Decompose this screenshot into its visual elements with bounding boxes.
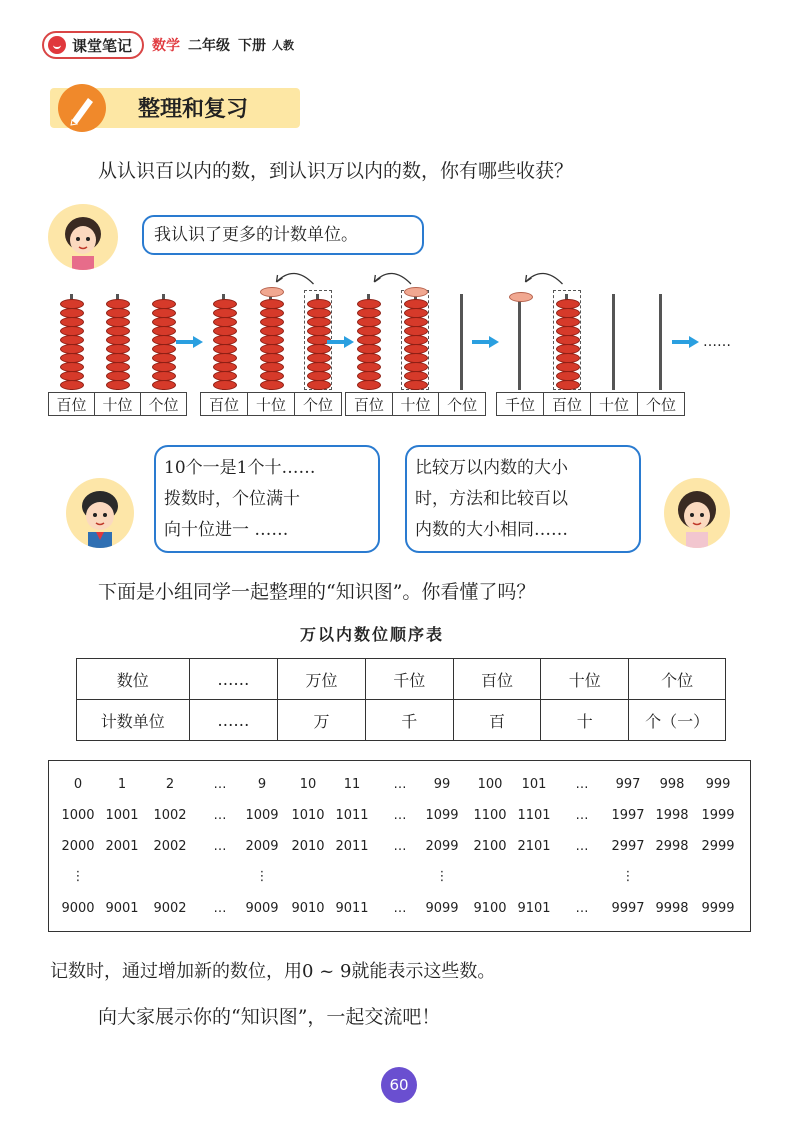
abacus-bead bbox=[213, 371, 237, 381]
grid-number: 997 bbox=[615, 777, 641, 792]
abacus-bead bbox=[404, 308, 428, 318]
place-label: 个位 bbox=[140, 392, 187, 416]
grid-number: 1998 bbox=[655, 808, 689, 823]
grid-number: 9009 bbox=[245, 901, 279, 916]
abacus-bead bbox=[357, 371, 381, 381]
abacus-bead bbox=[60, 317, 84, 327]
abacus-bead bbox=[152, 344, 176, 354]
grid-number: 99 bbox=[433, 777, 451, 792]
abacus-bead bbox=[357, 353, 381, 363]
grid-number: 2002 bbox=[153, 839, 187, 854]
page-header bbox=[42, 30, 294, 60]
grid-number: … bbox=[393, 839, 407, 854]
boy-bubble-line-2: 拨数时，个位满十 bbox=[164, 489, 300, 509]
grid-number: 9998 bbox=[655, 901, 689, 916]
closing-text: 向大家展示你的“知识图”，一起交流吧！ bbox=[98, 1006, 441, 1028]
grid-number: 1 bbox=[117, 777, 127, 792]
table-cell: 个位 bbox=[629, 659, 726, 700]
place-label: 百位 bbox=[48, 392, 95, 416]
abacus-bead bbox=[106, 380, 130, 390]
grid-number: 1009 bbox=[245, 808, 279, 823]
abacus-bead bbox=[404, 380, 428, 390]
abacus-bead bbox=[556, 326, 580, 336]
abacus-bead bbox=[307, 353, 331, 363]
next-arrow-icon bbox=[327, 335, 355, 349]
abacus-bead bbox=[213, 335, 237, 345]
boy-avatar bbox=[66, 478, 134, 548]
abacus-bead bbox=[357, 299, 381, 309]
abacus-bead bbox=[106, 317, 130, 327]
abacus-bead bbox=[260, 371, 284, 381]
grid-number: 2100 bbox=[473, 839, 507, 854]
grid-number: … bbox=[575, 901, 589, 916]
grid-number: 1099 bbox=[425, 808, 459, 823]
abacus-bead bbox=[260, 326, 284, 336]
abacus-bead bbox=[404, 344, 428, 354]
grid-number: 9101 bbox=[517, 901, 551, 916]
next-arrow-icon bbox=[672, 335, 700, 349]
table-cell: 数位 bbox=[77, 659, 190, 700]
grid-number: 9002 bbox=[153, 901, 187, 916]
abacus-bead bbox=[60, 353, 84, 363]
abacus-bead bbox=[357, 335, 381, 345]
table-cell: 万 bbox=[278, 700, 366, 741]
abacus-bead bbox=[260, 335, 284, 345]
abacus-bead bbox=[260, 344, 284, 354]
smile-logo-icon bbox=[48, 36, 66, 54]
girl2-bubble-line-3: 内数的大小相同…… bbox=[415, 520, 568, 540]
subject: 数学 bbox=[152, 38, 181, 54]
grid-number: 9997 bbox=[611, 901, 645, 916]
abacus-bead bbox=[213, 308, 237, 318]
grid-number: 11 bbox=[343, 777, 361, 792]
grid-number: 9099 bbox=[425, 901, 459, 916]
abacus-bead bbox=[106, 362, 130, 372]
abacus-bead bbox=[152, 317, 176, 327]
abacus-bead bbox=[307, 299, 331, 309]
grid-number: 1997 bbox=[611, 808, 645, 823]
grid-number: 9000 bbox=[61, 901, 95, 916]
grid-number: ⋮ bbox=[621, 869, 635, 884]
abacus-bead bbox=[106, 353, 130, 363]
grid-number: 1999 bbox=[701, 808, 735, 823]
volume: 下册 bbox=[238, 38, 267, 54]
next-arrow-icon bbox=[176, 335, 204, 349]
abacus-bead bbox=[556, 344, 580, 354]
grid-number: 2000 bbox=[61, 839, 95, 854]
place-label: 个位 bbox=[637, 392, 685, 416]
table-row bbox=[77, 659, 726, 700]
grid-number: 1001 bbox=[105, 808, 139, 823]
section-title: 整理和复习 bbox=[138, 97, 249, 122]
abacus-bead bbox=[307, 362, 331, 372]
table-cell: 十 bbox=[541, 700, 629, 741]
table-cell: 个（一） bbox=[629, 700, 726, 741]
page-number: 60 bbox=[381, 1067, 417, 1103]
grid-number: 2999 bbox=[701, 839, 735, 854]
abacus-bead bbox=[213, 353, 237, 363]
abacus-bead bbox=[307, 380, 331, 390]
table-cell: 百位 bbox=[453, 659, 541, 700]
girl-speech-text: 我认识了更多的计数单位。 bbox=[154, 225, 358, 245]
grid-number: 101 bbox=[521, 777, 547, 792]
grid-number: 9999 bbox=[701, 901, 735, 916]
grid-number: … bbox=[213, 777, 227, 792]
table-cell: …… bbox=[189, 700, 277, 741]
girl-speech-bubble bbox=[142, 215, 424, 255]
grid-number: 2099 bbox=[425, 839, 459, 854]
grid-number: … bbox=[393, 777, 407, 792]
abacus-bead bbox=[307, 308, 331, 318]
grid-number: … bbox=[575, 839, 589, 854]
abacus-bead bbox=[213, 362, 237, 372]
girl2-speech-bubble bbox=[405, 445, 641, 553]
abacus-bead bbox=[404, 317, 428, 327]
grid-number: 9001 bbox=[105, 901, 139, 916]
abacus-rod bbox=[518, 294, 521, 390]
place-label: 个位 bbox=[438, 392, 486, 416]
grid-number: 2009 bbox=[245, 839, 279, 854]
grid-number: 2998 bbox=[655, 839, 689, 854]
girl2-bubble-line-1: 比较万以内数的大小 bbox=[415, 458, 568, 478]
place-value-table bbox=[76, 658, 726, 741]
grid-number: 9100 bbox=[473, 901, 507, 916]
boy-bubble-line-3: 向十位进一 …… bbox=[164, 520, 289, 540]
abacus-bead bbox=[213, 317, 237, 327]
grid-number: 1101 bbox=[517, 808, 551, 823]
grid-number: 1002 bbox=[153, 808, 187, 823]
ellipsis: …… bbox=[703, 334, 731, 350]
abacus-bead bbox=[260, 308, 284, 318]
abacus-bead bbox=[152, 380, 176, 390]
grid-number: 2011 bbox=[335, 839, 369, 854]
abacus-bead bbox=[357, 380, 381, 390]
abacus-bead bbox=[260, 317, 284, 327]
grid-number: 2997 bbox=[611, 839, 645, 854]
abacus-bead bbox=[60, 326, 84, 336]
abacus-bead bbox=[152, 353, 176, 363]
abacus-diagram bbox=[0, 280, 800, 420]
place-label: 个位 bbox=[294, 392, 342, 416]
edition: 人教 bbox=[272, 39, 295, 52]
table-cell: 千 bbox=[365, 700, 453, 741]
abacus-bead bbox=[357, 362, 381, 372]
abacus-bead bbox=[556, 371, 580, 381]
abacus-bead bbox=[60, 362, 84, 372]
grid-number: 2 bbox=[165, 777, 175, 792]
abacus-bead bbox=[556, 308, 580, 318]
abacus-bead bbox=[404, 335, 428, 345]
number-grid bbox=[48, 760, 751, 932]
grid-number: … bbox=[393, 808, 407, 823]
abacus-bead bbox=[60, 344, 84, 354]
abacus-bead bbox=[260, 353, 284, 363]
abacus-bead bbox=[260, 299, 284, 309]
table-cell: 百 bbox=[453, 700, 541, 741]
grid-number: 1100 bbox=[473, 808, 507, 823]
place-label: 十位 bbox=[94, 392, 141, 416]
abacus-bead bbox=[213, 344, 237, 354]
grid-number: … bbox=[575, 777, 589, 792]
grid-number: 998 bbox=[659, 777, 685, 792]
girl2-avatar bbox=[664, 478, 730, 548]
table-cell: 千位 bbox=[365, 659, 453, 700]
grid-number: … bbox=[213, 808, 227, 823]
abacus-bead bbox=[357, 344, 381, 354]
table-cell: …… bbox=[189, 659, 277, 700]
grid-number: … bbox=[575, 808, 589, 823]
table-cell: 十位 bbox=[541, 659, 629, 700]
grid-number: 10 bbox=[299, 777, 317, 792]
abacus-bead bbox=[357, 308, 381, 318]
grid-number: 9011 bbox=[335, 901, 369, 916]
abacus-bead bbox=[260, 362, 284, 372]
abacus-bead bbox=[106, 335, 130, 345]
abacus-rod bbox=[612, 294, 615, 390]
abacus-bead bbox=[213, 326, 237, 336]
abacus-bead bbox=[106, 344, 130, 354]
abacus-bead bbox=[152, 362, 176, 372]
grid-number: 100 bbox=[477, 777, 503, 792]
grid-number: 2101 bbox=[517, 839, 551, 854]
abacus-bead bbox=[152, 326, 176, 336]
table-cell: 万位 bbox=[278, 659, 366, 700]
boy-bubble-line-1: 10个一是1个十…… bbox=[164, 458, 316, 478]
grid-number: ⋮ bbox=[255, 869, 269, 884]
grid-number: 9010 bbox=[291, 901, 325, 916]
grid-number: … bbox=[393, 901, 407, 916]
abacus-bead bbox=[213, 380, 237, 390]
abacus-bead bbox=[60, 371, 84, 381]
brand-title: 课堂笔记 bbox=[72, 36, 133, 55]
grid-number: 2001 bbox=[105, 839, 139, 854]
table-title: 万以内数位顺序表 bbox=[300, 625, 445, 644]
abacus-bead bbox=[556, 353, 580, 363]
grid-number: … bbox=[213, 901, 227, 916]
abacus-bead bbox=[106, 326, 130, 336]
grid-number: 999 bbox=[705, 777, 731, 792]
abacus-bead bbox=[60, 380, 84, 390]
abacus-bead bbox=[404, 353, 428, 363]
boy-speech-bubble bbox=[154, 445, 380, 553]
summary-text: 记数时，通过增加新的数位，用0 ~ 9就能表示这些数。 bbox=[50, 961, 496, 982]
abacus-bead bbox=[404, 371, 428, 381]
abacus-bead bbox=[152, 299, 176, 309]
pencil-icon bbox=[58, 84, 106, 132]
table-cell: 计数单位 bbox=[77, 700, 190, 741]
abacus-bead bbox=[307, 317, 331, 327]
grade: 二年级 bbox=[188, 38, 231, 54]
grid-number: 2010 bbox=[291, 839, 325, 854]
brand-pill bbox=[42, 31, 144, 59]
place-label: 千位 bbox=[496, 392, 544, 416]
abacus-bead bbox=[60, 299, 84, 309]
abacus-bead bbox=[404, 362, 428, 372]
abacus-bead bbox=[357, 326, 381, 336]
grid-number: 1010 bbox=[291, 808, 325, 823]
abacus-bead bbox=[152, 371, 176, 381]
place-label: 十位 bbox=[247, 392, 295, 416]
carry-arrow bbox=[0, 266, 800, 296]
abacus-bead bbox=[556, 362, 580, 372]
girl-avatar bbox=[48, 204, 118, 270]
abacus-rod bbox=[659, 294, 662, 390]
abacus-bead bbox=[106, 299, 130, 309]
abacus-bead bbox=[60, 308, 84, 318]
abacus-bead bbox=[556, 335, 580, 345]
abacus-bead bbox=[152, 308, 176, 318]
abacus-bead bbox=[60, 335, 84, 345]
abacus-rod bbox=[460, 294, 463, 390]
place-label: 百位 bbox=[345, 392, 393, 416]
abacus-bead bbox=[106, 308, 130, 318]
abacus-bead bbox=[152, 335, 176, 345]
knowledge-intro: 下面是小组同学一起整理的“知识图”。你看懂了吗？ bbox=[98, 581, 536, 603]
place-label: 十位 bbox=[392, 392, 440, 416]
grid-number: ⋮ bbox=[71, 869, 85, 884]
grid-number: ⋮ bbox=[435, 869, 449, 884]
abacus-bead bbox=[106, 371, 130, 381]
grid-number: … bbox=[213, 839, 227, 854]
abacus-bead bbox=[357, 317, 381, 327]
grid-number: 1000 bbox=[61, 808, 95, 823]
abacus-bead bbox=[260, 380, 284, 390]
place-label: 百位 bbox=[200, 392, 248, 416]
grid-number: 9 bbox=[257, 777, 267, 792]
abacus-bead bbox=[404, 326, 428, 336]
abacus-bead bbox=[556, 299, 580, 309]
grid-number: 0 bbox=[73, 777, 83, 792]
table-row bbox=[77, 700, 726, 741]
abacus-bead bbox=[213, 299, 237, 309]
girl2-bubble-line-2: 时，方法和比较百以 bbox=[415, 489, 568, 509]
intro-question: 从认识百以内的数，到认识万以内的数，你有哪些收获？ bbox=[98, 160, 574, 182]
grid-number: 1011 bbox=[335, 808, 369, 823]
abacus-bead bbox=[556, 380, 580, 390]
place-label: 十位 bbox=[590, 392, 638, 416]
abacus-bead bbox=[556, 317, 580, 327]
next-arrow-icon bbox=[472, 335, 500, 349]
place-label: 百位 bbox=[543, 392, 591, 416]
abacus-bead bbox=[307, 371, 331, 381]
abacus-bead bbox=[404, 299, 428, 309]
